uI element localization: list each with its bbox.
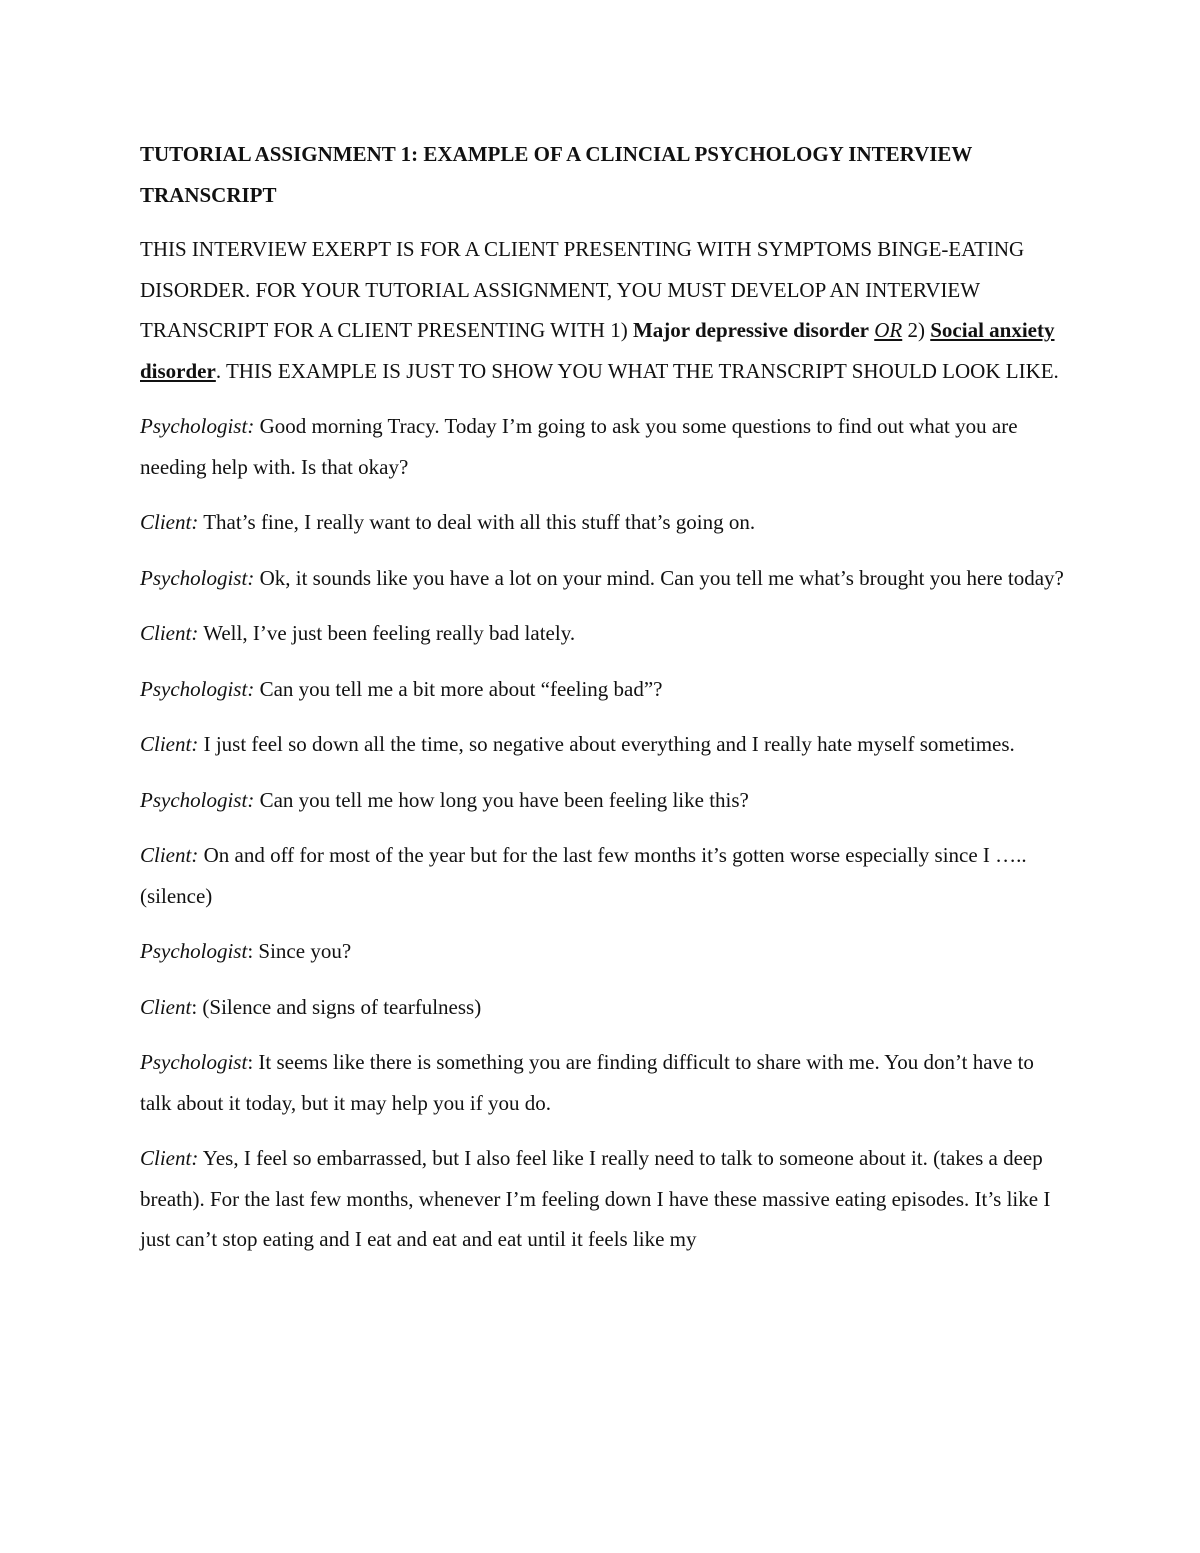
instructions-paragraph (140, 229, 1070, 391)
speaker-label: Client: (140, 732, 199, 756)
speaker-label: Psychologist (140, 939, 248, 963)
utterance: I just feel so down all the time, so negative about everything and I really hate myself sometimes. (198, 732, 1015, 756)
dialogue-turn (140, 1042, 1070, 1123)
instructions-text-1: THIS INTERVIEW EXERPT IS FOR A CLIENT PRESENTING WITH SYMPTOMS BINGE-EATING DISORDER. FOR YOUR TUTORIAL ASSIGNMENT, YOU MUST DEVELOP AN INTERVIEW TRANSCRIPT FOR A CLIENT PRESENTING WITH 1) (140, 237, 1025, 342)
dialogue-turn (140, 931, 1070, 972)
speaker-label: Client (140, 994, 192, 1019)
utterance: Can you tell me how long you have been feeling like this? (254, 787, 749, 812)
speaker-label: Psychologist: (140, 676, 255, 701)
speaker-label: Client: (140, 1146, 199, 1170)
dialogue-turn (140, 613, 1070, 654)
speaker-label: Psychologist (140, 1050, 248, 1074)
dialogue-turn (140, 669, 1070, 710)
dialogue-turn (140, 406, 1070, 487)
utterance: Yes, I feel so embarrassed, but I also feel like I really need to talk to someone about it. (takes a deep breath). For the last few months, whenever I’m feeling down I have these massive eating episodes. It’s like I just can’t stop eating and I eat and eat and eat until it feels like my (140, 1146, 1051, 1251)
or-word: OR (874, 318, 903, 342)
utterance: : Since you? (247, 939, 352, 963)
dialogue-turn (140, 780, 1070, 821)
speaker-label: Client: (140, 510, 199, 534)
dialogue-turn (140, 558, 1070, 599)
speaker-label: Psychologist: (140, 414, 255, 438)
utterance: Can you tell me a bit more about “feeling bad”? (254, 676, 663, 701)
utterance: : (Silence and signs of tearfulness) (191, 994, 482, 1019)
dialogue-turn (140, 724, 1070, 765)
option-social-anxiety-disorder: Social anxiety disorder (140, 318, 1055, 383)
utterance: : It seems like there is something you are finding difficult to share with me. You don’t have to talk about it today, but it may help you if you do. (140, 1050, 1034, 1115)
utterance: Good morning Tracy. Today I’m going to ask you some questions to find out what you are needing help with. Is that okay? (140, 414, 1018, 479)
speaker-label: Client: (140, 621, 199, 645)
speaker-label: Client: (140, 843, 199, 867)
document-title: TUTORIAL ASSIGNMENT 1: EXAMPLE OF A CLINCIAL PSYCHOLOGY INTERVIEW TRANSCRIPT (140, 142, 973, 207)
utterance: On and off for most of the year but for the last few months it’s gotten worse especially since I ….. (silence) (140, 843, 1027, 908)
utterance: Well, I’ve just been feeling really bad lately. (198, 621, 576, 645)
utterance: Ok, it sounds like you have a lot on your mind. Can you tell me what’s brought you here today? (254, 565, 1064, 590)
document-page (140, 134, 1070, 1275)
dialogue-turn (140, 987, 1070, 1028)
utterance: That’s fine, I really want to deal with all this stuff that’s going on. (198, 510, 756, 534)
speaker-label: Psychologist: (140, 565, 255, 590)
option-major-depressive-disorder: Major depressive disorder (632, 318, 869, 342)
instructions-text-2: 2) (902, 318, 931, 342)
dialogue-turn (140, 835, 1070, 916)
speaker-label: Psychologist: (140, 787, 255, 812)
instructions-text-3: . THIS EXAMPLE IS JUST TO SHOW YOU WHAT THE TRANSCRIPT SHOULD LOOK LIKE. (215, 358, 1059, 383)
dialogue-turn (140, 502, 1070, 543)
dialogue-turn (140, 1138, 1070, 1260)
